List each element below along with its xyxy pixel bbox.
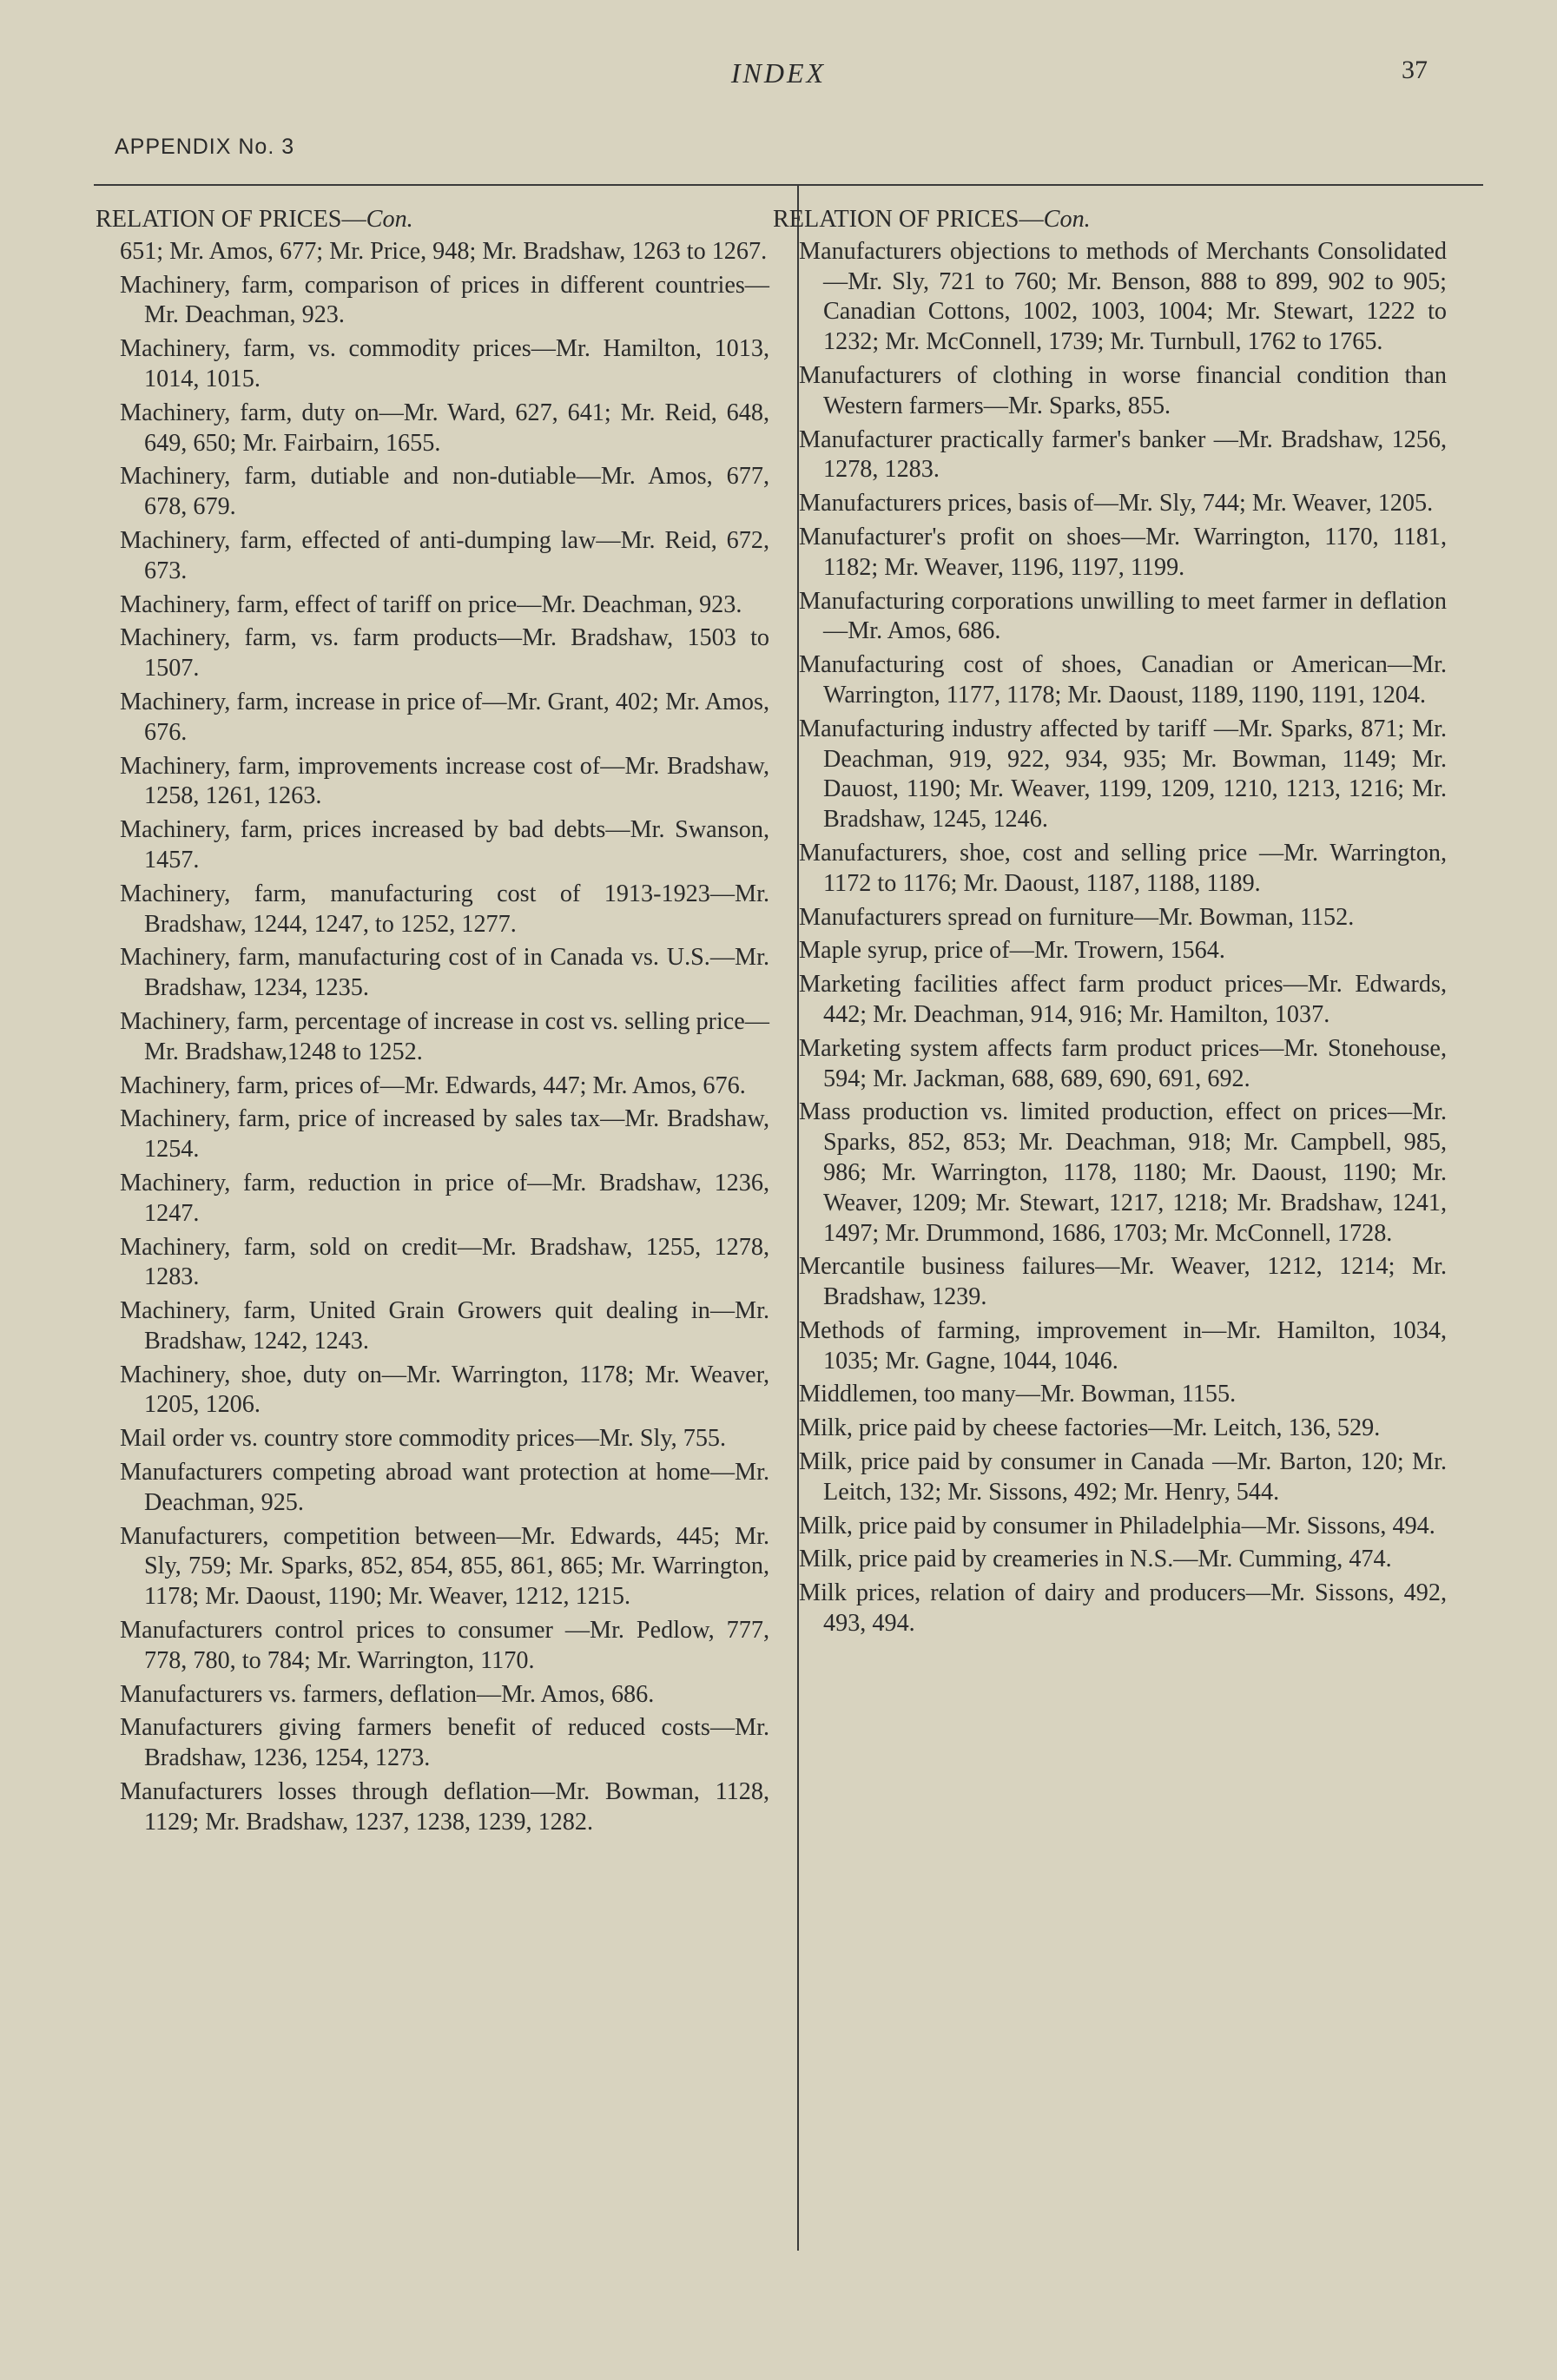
- index-entry: Milk, price paid by consumer in Philadelphia—Mr. Sissons, 494.: [799, 1512, 1435, 1539]
- index-entry: Machinery, farm, sold on credit—Mr. Bradshaw, 1255, 1278, 1283.: [120, 1233, 769, 1291]
- index-entry: 651; Mr. Amos, 677; Mr. Price, 948; Mr. Bradshaw, 1263 to 1267.: [120, 237, 768, 265]
- index-entry: Machinery, farm, increase in price of—Mr. Grant, 402; Mr. Amos, 676.: [120, 688, 769, 746]
- index-entry: Milk, price paid by consumer in Canada —Mr. Barton, 120; Mr. Leitch, 132; Mr. Sissons, 492; Mr. Henry, 544.: [799, 1448, 1447, 1506]
- index-entry: Machinery, farm, duty on—Mr. Ward, 627, 641; Mr. Reid, 648, 649, 650; Mr. Fairbairn, 1655.: [120, 399, 769, 457]
- index-entry: Machinery, farm, dutiable and non-dutiable—Mr. Amos, 677, 678, 679.: [120, 463, 769, 521]
- index-entry: Machinery, farm, effected of anti-dumping law—Mr. Reid, 672, 673.: [120, 526, 769, 584]
- index-entry: Machinery, farm, reduction in price of—Mr. Bradshaw, 1236, 1247.: [120, 1169, 769, 1227]
- index-entry: Milk, price paid by creameries in N.S.—Mr. Cumming, 474.: [799, 1546, 1392, 1573]
- index-entry: Maple syrup, price of—Mr. Trowern, 1564.: [799, 937, 1225, 965]
- heading-text: RELATION OF PRICES—: [773, 206, 1044, 233]
- index-entry: Mail order vs. country store commodity prices—Mr. Sly, 755.: [120, 1425, 727, 1453]
- page-number: 37: [1402, 56, 1428, 84]
- index-entry: Machinery, farm, manufacturing cost of in Canada vs. U.S.—Mr. Bradshaw, 1234, 1235.: [120, 944, 769, 1002]
- index-entry: Mercantile business failures—Mr. Weaver, 1212, 1214; Mr. Bradshaw, 1239.: [799, 1253, 1447, 1311]
- section-heading: [773, 205, 1447, 235]
- index-entry: Manufacturers giving farmers benefit of reduced costs—Mr. Bradshaw, 1236, 1254, 1273.: [120, 1714, 769, 1772]
- index-entry: Machinery, farm, effect of tariff on price—Mr. Deachman, 923.: [120, 590, 742, 618]
- right-column: [773, 205, 1447, 1643]
- index-entry: Manufacturers competing abroad want protection at home—Mr. Deachman, 925.: [120, 1459, 769, 1516]
- index-entry-list: [773, 237, 1447, 1639]
- index-entry: Milk prices, relation of dairy and producers—Mr. Sissons, 492, 493, 494.: [799, 1579, 1447, 1638]
- index-entry-list: [96, 237, 769, 1838]
- running-title: INDEX: [730, 57, 827, 89]
- index-entry: Machinery, farm, vs. farm products—Mr. Bradshaw, 1503 to 1507.: [120, 624, 769, 682]
- index-entry: Manufacturers prices, basis of—Mr. Sly, 744; Mr. Weaver, 1205.: [799, 490, 1434, 518]
- index-entry: Manufacturers, shoe, cost and selling price —Mr. Warrington, 1172 to 1176; Mr. Daoust, 1187, 1188, 1189.: [799, 839, 1447, 897]
- index-entry: Methods of farming, improvement in—Mr. Hamilton, 1034, 1035; Mr. Gagne, 1044, 1046.: [799, 1316, 1447, 1375]
- index-entry: Manufacturing corporations unwilling to meet farmer in deflation—Mr. Amos, 686.: [799, 587, 1447, 645]
- index-entry: Marketing facilities affect farm product prices—Mr. Edwards, 442; Mr. Deachman, 914, 916; Mr. Hamilton, 1037.: [799, 971, 1447, 1028]
- heading-text: RELATION OF PRICES—: [96, 206, 366, 233]
- index-entry: Milk, price paid by cheese factories—Mr. Leitch, 136, 529.: [799, 1414, 1381, 1442]
- index-entry: Manufacturers losses through deflation—Mr. Bowman, 1128, 1129; Mr. Bradshaw, 1237, 1238, 1239, 1282.: [120, 1778, 769, 1836]
- heading-continued: Con.: [1043, 206, 1091, 233]
- index-entry: Machinery, farm, prices of—Mr. Edwards, 447; Mr. Amos, 676.: [120, 1071, 746, 1099]
- index-entry: Machinery, farm, manufacturing cost of 1913-1923—Mr. Bradshaw, 1244, 1247, to 1252, 1277.: [120, 880, 769, 938]
- index-entry: Manufacturers control prices to consumer —Mr. Pedlow, 777, 778, 780, to 784; Mr. Warrington, 1170.: [120, 1617, 769, 1674]
- left-column: [96, 205, 769, 1842]
- index-entry: Manufacturers objections to methods of Merchants Consolidated—Mr. Sly, 721 to 760; Mr. Benson, 888 to 899, 902 to 905; Canadian Cottons, 1002, 1003, 1004; Mr. Stewart, 1222 to 1232; Mr. McConnell, 1739; Mr. Turnbull, 1762 to 1765.: [799, 237, 1447, 356]
- header-rule: [94, 184, 1483, 186]
- index-entry: Manufacturing cost of shoes, Canadian or American—Mr. Warrington, 1177, 1178; Mr. Daoust, 1189, 1190, 1191, 1204.: [799, 651, 1447, 709]
- index-entry: Manufacturers of clothing in worse financial condition than Western farmers—Mr. Sparks, 855.: [799, 361, 1447, 419]
- index-entry: Machinery, farm, price of increased by sales tax—Mr. Bradshaw, 1254.: [120, 1105, 769, 1164]
- index-entry: Manufacturers spread on furniture—Mr. Bowman, 1152.: [799, 903, 1355, 931]
- index-entry: Machinery, shoe, duty on—Mr. Warrington, 1178; Mr. Weaver, 1205, 1206.: [120, 1361, 769, 1419]
- index-entry: Machinery, farm, comparison of prices in different countries—Mr. Deachman, 923.: [120, 271, 769, 329]
- index-entry: Manufacturer practically farmer's banker —Mr. Bradshaw, 1256, 1278, 1283.: [799, 425, 1447, 484]
- index-entry: Manufacturers vs. farmers, deflation—Mr. Amos, 686.: [120, 1680, 655, 1708]
- index-entry: Machinery, farm, percentage of increase in cost vs. selling price—Mr. Bradshaw,1248 to 1252.: [120, 1007, 769, 1065]
- heading-continued: Con.: [366, 206, 413, 233]
- appendix-label: APPENDIX No. 3: [115, 135, 295, 159]
- index-entry: Manufacturing industry affected by tariff —Mr. Sparks, 871; Mr. Deachman, 919, 922, 934, 935; Mr. Bowman, 1149; Mr. Dauost, 1190; Mr. Weaver, 1199, 1209, 1210, 1213, 1216; Mr. Bradshaw, 1245, 1246.: [799, 715, 1447, 834]
- index-entry: Mass production vs. limited production, effect on prices—Mr. Sparks, 852, 853; Mr. Deachman, 918; Mr. Campbell, 985, 986; Mr. Warrington, 1178, 1180; Mr. Daoust, 1190; Mr. Weaver, 1209; Mr. Stewart, 1217, 1218; Mr. Bradshaw, 1241, 1497; Mr. Drummond, 1686, 1703; Mr. McConnell, 1728.: [799, 1098, 1447, 1247]
- index-entry: Manufacturers, competition between—Mr. Edwards, 445; Mr. Sly, 759; Mr. Sparks, 852, 854, 855, 861, 865; Mr. Warrington, 1178; Mr. Daoust, 1190; Mr. Weaver, 1212, 1215.: [120, 1522, 769, 1611]
- index-entry: Marketing system affects farm product prices—Mr. Stonehouse, 594; Mr. Jackman, 688, 689, 690, 691, 692.: [799, 1034, 1447, 1092]
- index-entry: Middlemen, too many—Mr. Bowman, 1155.: [799, 1381, 1237, 1408]
- index-entry: Manufacturer's profit on shoes—Mr. Warrington, 1170, 1181, 1182; Mr. Weaver, 1196, 1197, 1199.: [799, 523, 1447, 581]
- index-entry: Machinery, farm, United Grain Growers quit dealing in—Mr. Bradshaw, 1242, 1243.: [120, 1297, 769, 1355]
- index-entry: Machinery, farm, vs. commodity prices—Mr. Hamilton, 1013, 1014, 1015.: [120, 335, 769, 392]
- index-entry: Machinery, farm, improvements increase cost of—Mr. Bradshaw, 1258, 1261, 1263.: [120, 752, 769, 810]
- section-heading: [96, 205, 769, 235]
- index-entry: Machinery, farm, prices increased by bad debts—Mr. Swanson, 1457.: [120, 816, 769, 874]
